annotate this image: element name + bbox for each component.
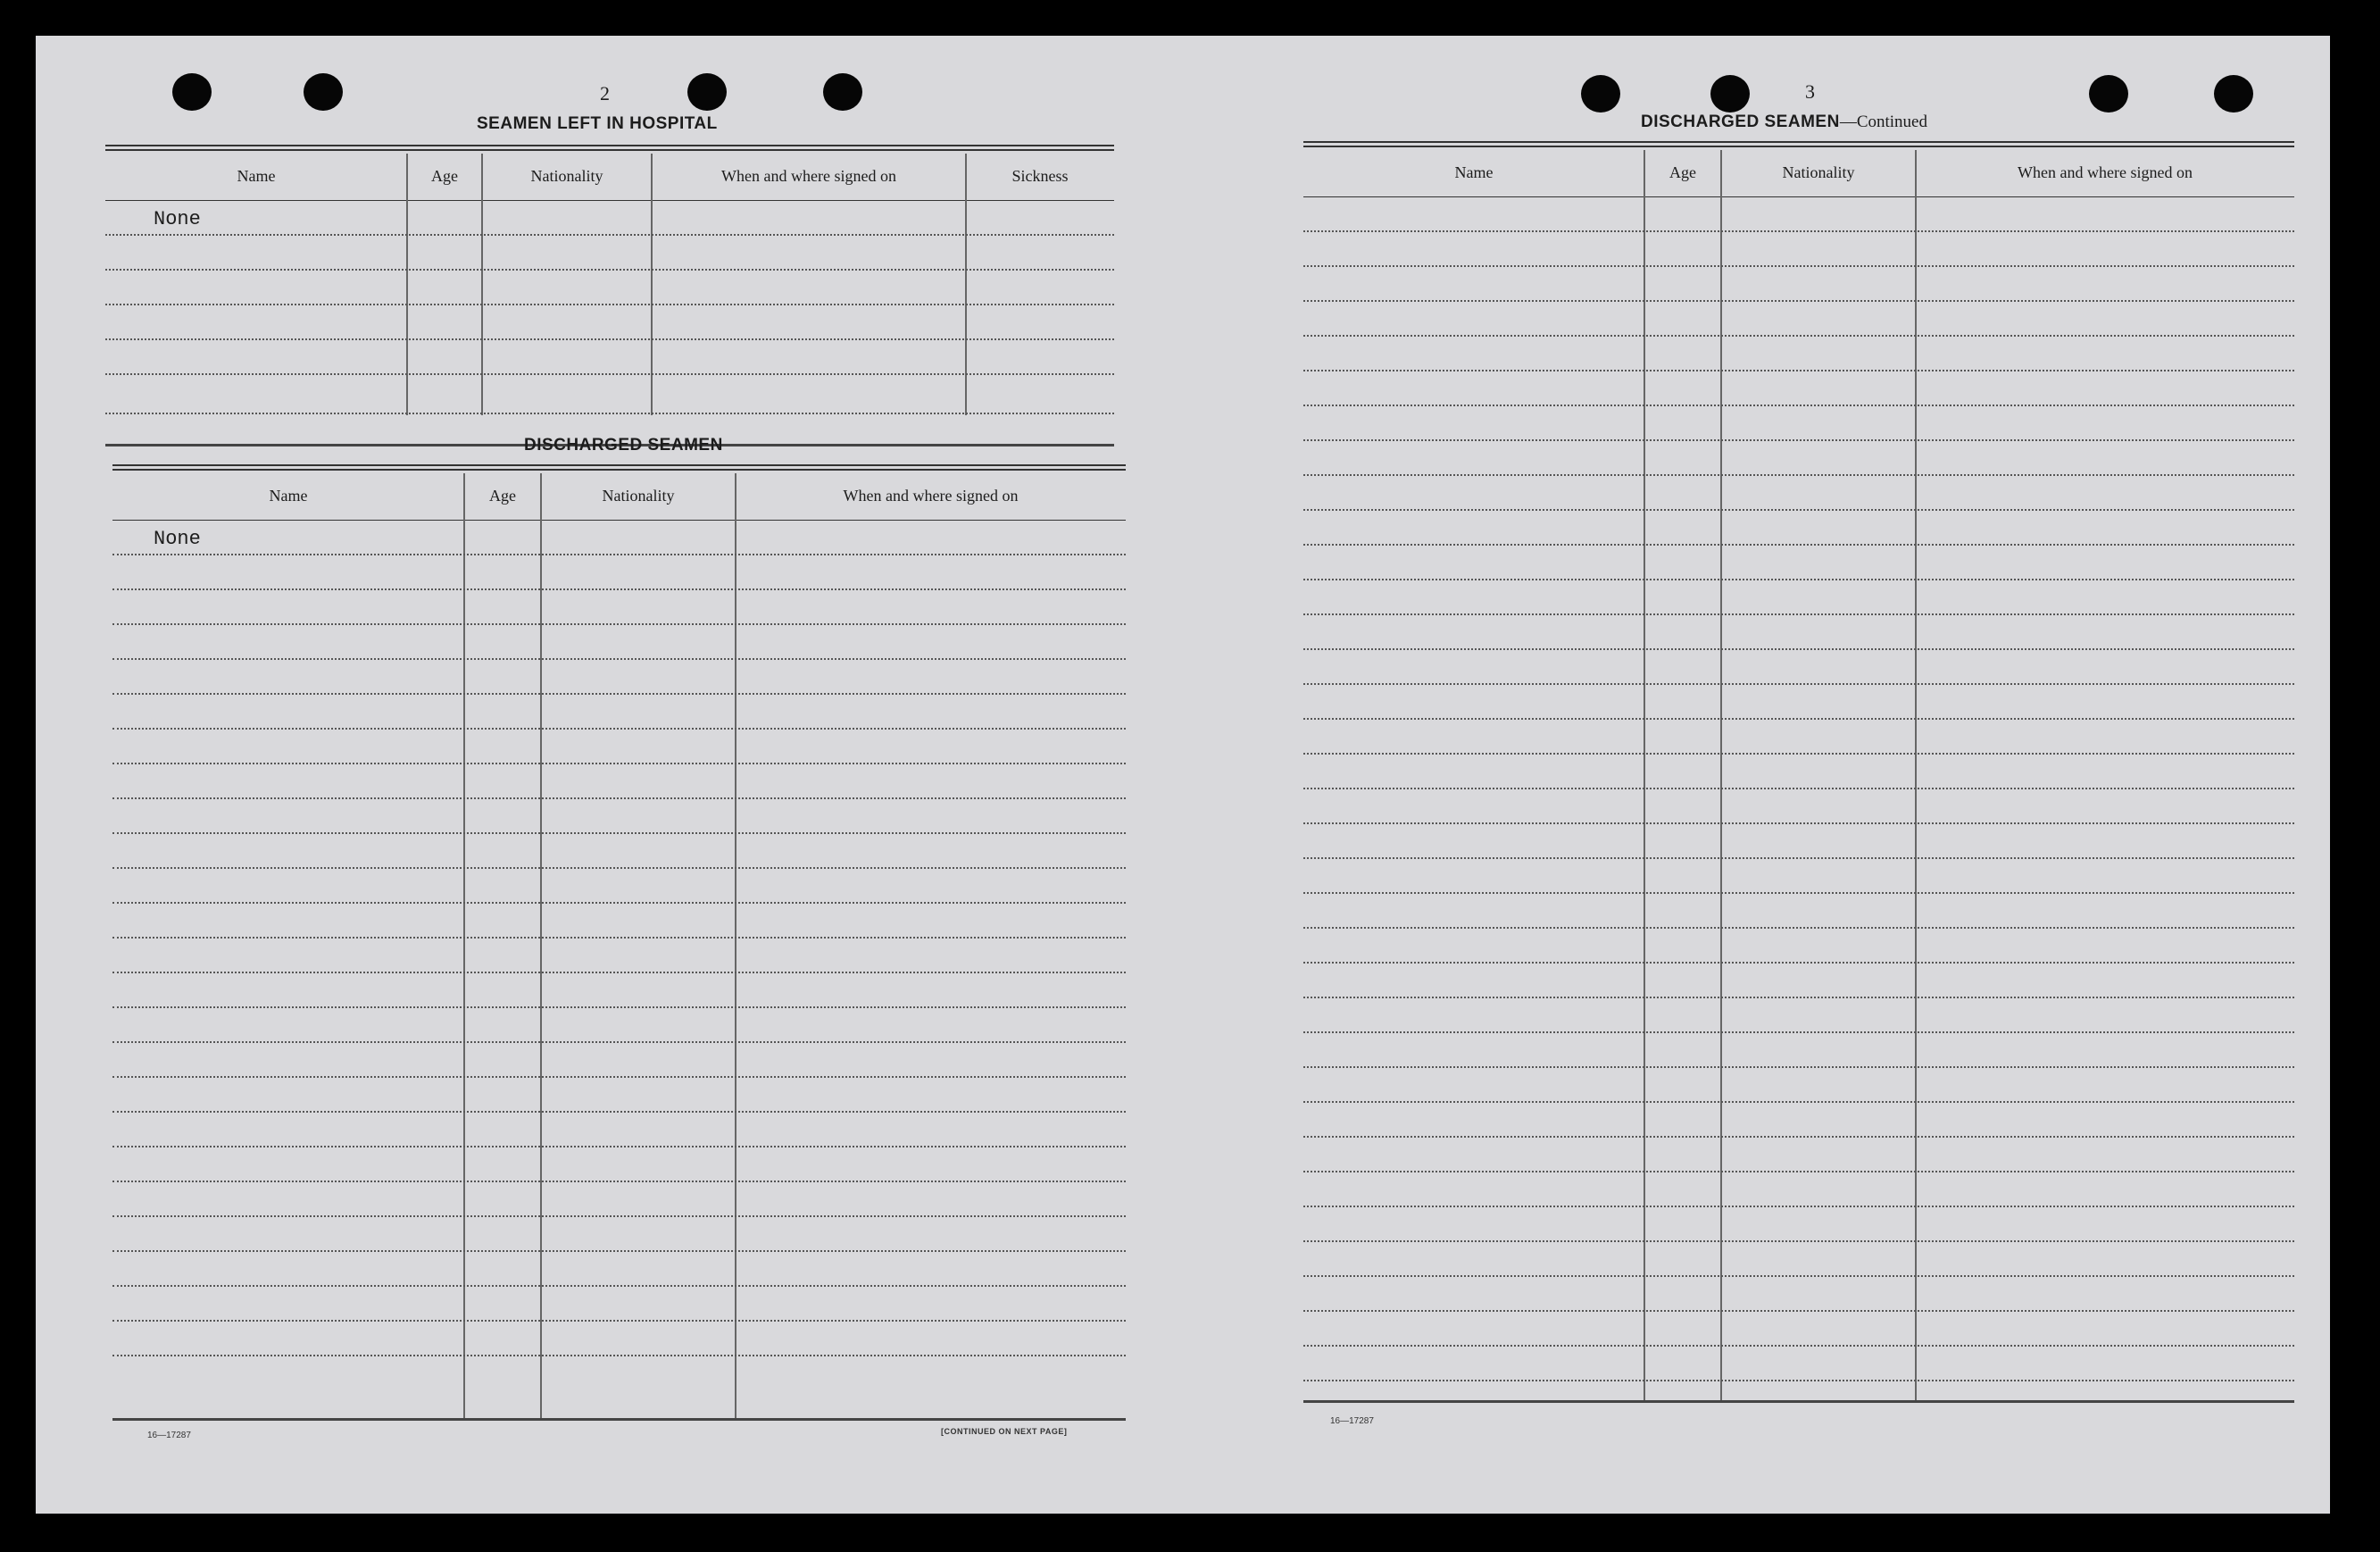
table-row	[1303, 894, 2294, 929]
table-row	[112, 1113, 1126, 1147]
form-number: 16—17287	[147, 1431, 191, 1440]
table-row	[105, 236, 1114, 271]
table-row	[112, 1182, 1126, 1217]
column-header-age: Age	[431, 166, 458, 185]
discharged-section-title: DISCHARGED SEAMEN	[524, 436, 723, 455]
table-row	[1303, 441, 2294, 476]
table-row	[112, 973, 1126, 1008]
hospital-table	[105, 145, 1114, 453]
column-header-sickness: Sickness	[1011, 166, 1069, 185]
table-row	[112, 1252, 1126, 1287]
table-row	[112, 939, 1126, 973]
table-row	[112, 764, 1126, 799]
discharged-table	[112, 464, 1126, 1431]
table-row	[1303, 685, 2294, 720]
hospital-table-body	[105, 201, 1114, 414]
table-row	[112, 1147, 1126, 1182]
table-row	[1303, 302, 2294, 337]
table-row	[1303, 929, 2294, 964]
table-row	[112, 1287, 1126, 1322]
table-row	[112, 1322, 1126, 1356]
left-page	[36, 36, 1187, 1514]
table-row	[1303, 580, 2294, 615]
punch-hole	[172, 73, 212, 111]
table-row	[112, 1008, 1126, 1043]
hospital-table-header	[105, 154, 1114, 198]
table-row	[1303, 267, 2294, 302]
discharged-continued-table-body	[1303, 197, 2294, 1416]
table-row	[112, 834, 1126, 869]
table-row	[1303, 1033, 2294, 1068]
table-row	[112, 695, 1126, 730]
punch-hole	[1710, 75, 1750, 113]
table-row	[112, 555, 1126, 590]
continued-note: [CONTINUED ON NEXT PAGE]	[941, 1427, 1068, 1436]
punch-hole	[823, 73, 862, 111]
table-row	[1303, 755, 2294, 789]
table-row	[1303, 511, 2294, 546]
form-number: 16—17287	[1330, 1416, 1374, 1426]
column-header-signed-on: When and where signed on	[843, 486, 1019, 505]
table-row	[1303, 1347, 2294, 1381]
right-page	[1187, 36, 2330, 1514]
column-header-nationality: Nationality	[1782, 163, 1855, 181]
table-row	[1303, 650, 2294, 685]
column-header-name: Name	[269, 486, 308, 505]
page-number: 3	[1805, 80, 1815, 103]
discharged-table-header	[112, 473, 1126, 518]
column-header-nationality: Nationality	[530, 166, 603, 185]
table-row	[1303, 1312, 2294, 1347]
table-row	[1303, 546, 2294, 580]
table-row	[112, 1356, 1126, 1396]
table-row	[1303, 337, 2294, 371]
table-row	[1303, 1103, 2294, 1138]
table-row	[112, 1078, 1126, 1113]
table-row	[1303, 824, 2294, 859]
table-row	[1303, 232, 2294, 267]
table-row	[112, 904, 1126, 939]
table-row	[112, 521, 1126, 555]
column-header-age: Age	[1669, 163, 1696, 181]
table-row	[105, 201, 1114, 236]
column-header-signed-on: When and where signed on	[2018, 163, 2193, 181]
table-row	[1303, 615, 2294, 650]
table-row	[105, 340, 1114, 375]
table-row	[1303, 1068, 2294, 1103]
punch-hole	[2089, 75, 2128, 113]
punch-hole	[1581, 75, 1620, 113]
table-row	[1303, 859, 2294, 894]
discharged-table-body	[112, 521, 1126, 1396]
table-row	[1303, 406, 2294, 441]
table-row	[112, 1043, 1126, 1078]
column-header-signed-on: When and where signed on	[721, 166, 896, 185]
table-row	[1303, 1207, 2294, 1242]
table-row	[1303, 789, 2294, 824]
table-row	[1303, 371, 2294, 406]
table-row	[1303, 720, 2294, 755]
table-row	[1303, 1381, 2294, 1416]
table-row	[112, 869, 1126, 904]
page-number: 2	[600, 82, 610, 104]
discharged-continued-title: DISCHARGED SEAMEN—Continued	[1641, 113, 1927, 131]
punch-hole	[2214, 75, 2253, 113]
discharged-continued-table	[1303, 141, 2294, 1409]
column-header-name: Name	[237, 166, 276, 185]
column-header-age: Age	[489, 486, 516, 505]
table-row	[105, 271, 1114, 305]
table-row	[1303, 197, 2294, 232]
column-header-name: Name	[1454, 163, 1494, 181]
table-row	[112, 590, 1126, 625]
table-row	[1303, 964, 2294, 998]
table-row	[112, 1217, 1126, 1252]
entry-none: None	[154, 208, 201, 230]
table-row	[1303, 1172, 2294, 1207]
table-row	[105, 375, 1114, 414]
table-row	[1303, 1242, 2294, 1277]
discharged-continued-table-header	[1303, 150, 2294, 195]
ledger-sheet	[36, 36, 2330, 1514]
table-row	[1303, 476, 2294, 511]
table-row	[1303, 998, 2294, 1033]
table-row	[112, 730, 1126, 764]
punch-hole	[687, 73, 727, 111]
entry-none: None	[154, 528, 201, 550]
punch-hole	[304, 73, 343, 111]
table-row	[1303, 1138, 2294, 1172]
column-header-nationality: Nationality	[602, 486, 675, 505]
table-row	[105, 305, 1114, 340]
table-row	[112, 625, 1126, 660]
table-row	[1303, 1277, 2294, 1312]
hospital-section-title: SEAMEN LEFT IN HOSPITAL	[477, 114, 718, 133]
table-row	[112, 660, 1126, 695]
table-row	[112, 799, 1126, 834]
